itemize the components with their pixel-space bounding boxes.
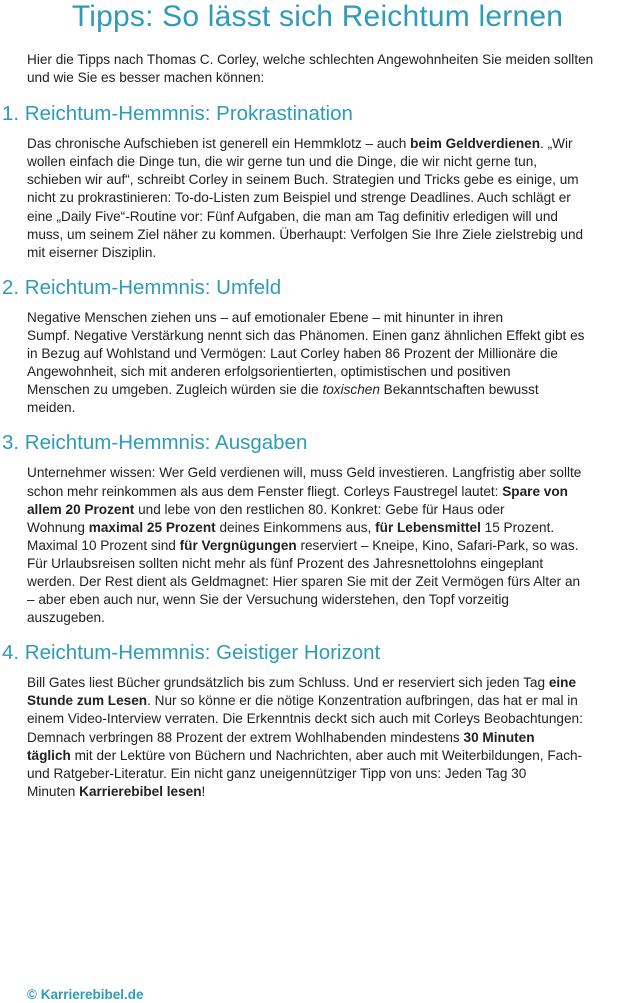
text-line: eine „Daily Five“-Routine vor: Fünf Aufgaben, die man am Tag definitiv erledigen will und (27, 208, 558, 224)
section-paragraph (27, 135, 634, 262)
text-line: schon mehr reinkommen als aus dem Fenster fliegt. Corleys Faustregel lautet: Spare von (27, 483, 568, 499)
bold-emphasis: allem 20 Prozent (27, 501, 135, 517)
bold-emphasis: eine (548, 675, 577, 691)
bold-emphasis: maximal 25 Prozent (88, 519, 216, 535)
bold-emphasis: für Vergnügungen (179, 537, 297, 553)
section-heading: 2. Reichtum-Hemmnis: Umfeld (2, 275, 282, 299)
text-line: Unternehmer wissen: Wer Geld verdienen will, muss Geld investieren. Langfristig aber sollte (27, 465, 582, 481)
section-paragraph (27, 674, 634, 801)
text-line: täglich mit der Lektüre von Büchern und Nachrichten, aber auch mit Weiterbildungen, Fach- (27, 747, 583, 763)
bold-emphasis: Spare von (502, 483, 568, 499)
text-line: Für Urlaubsreisen sollten nicht mehr als fünf Prozent des Jahresnettolohns eingeplant (27, 555, 544, 571)
section-prokrastination (2, 101, 634, 262)
bold-emphasis: für Lebensmittel (375, 519, 481, 535)
text-line: auszugeben. (27, 610, 105, 626)
text-line: Wohnung maximal 25 Prozent deines Einkommens aus, für Lebensmittel 15 Prozent. (27, 519, 555, 535)
text-line: schieben wir auf“, schreibt Corley in seinem Buch. Strategien und Tricks gebe es einige, um (27, 172, 579, 188)
section-umfeld (2, 275, 634, 418)
bold-emphasis: Karrierebibel lesen (79, 783, 202, 799)
section-paragraph (27, 464, 634, 627)
text-line: Das chronische Aufschieben ist generell ein Hemmklotz – auch beim Geldverdienen. „Wir (27, 136, 573, 152)
footer-copyright: © Karrierebibel.de (27, 987, 144, 1002)
text-line: Sumpf. Negative Verstärkung nennt sich das Phänomen. Einen ganz ähnlichen Effekt gibt es (27, 327, 585, 343)
text-line: Bill Gates liest Bücher grundsätzlich bis zum Schluss. Und er reserviert sich jeden Tag eine (27, 675, 577, 691)
section-ausgaben (2, 430, 634, 627)
text-line: werden. Der Rest dient als Geldmagnet: Hier sparen Sie mit der Zeit Vermögen fürs Alter an (27, 573, 581, 589)
text-line: nicht zu prokrastinieren: To-do-Listen zum Beispiel und strenge Deadlines. Auch schlägt er (27, 190, 571, 206)
section-geistiger-horizont (2, 640, 634, 801)
text-line: Angewohnheit, sich mit anderen erfolgsorientierten, optimistischen und positiven (27, 364, 511, 380)
text-line: Minuten Karrierebibel lesen! (27, 783, 206, 799)
bold-emphasis: 30 Minuten (463, 729, 535, 745)
section-heading: 3. Reichtum-Hemmnis: Ausgaben (2, 431, 308, 455)
text-line: Maximal 10 Prozent sind für Vergnügungen reserviert – Kneipe, Kino, Safari-Park, so was. (27, 537, 579, 553)
section-paragraph (27, 309, 634, 418)
text-line: Negative Menschen ziehen uns – auf emotionaler Ebene – mit hinunter in ihren (27, 309, 504, 325)
text-line: einem Video-Interview verraten. Die Erkenntnis deckt sich auch mit Corleys Beobachtungen: (27, 711, 583, 727)
bold-emphasis: Stunde zum Lesen (27, 693, 148, 709)
intro-paragraph: Hier die Tipps nach Thomas C. Corley, welche schlechten Angewohnheiten Sie meiden sollten und wie Sie es besser machen können: (27, 52, 594, 86)
article-body (2, 51, 634, 814)
text-line: allem 20 Prozent und lebe von den restlichen 80. Konkret: Gebe für Haus oder (27, 501, 505, 517)
text-line: Stunde zum Lesen. Nur so könne er die nötige Konzentration aufbringen, das hat er mal in (27, 693, 578, 709)
text-line: Menschen zu umgeben. Zugleich würden sie die toxischen Bekanntschaften bewusst (27, 382, 539, 398)
text-line: wollen einfach die Dinge tun, die wir gerne tun und die Dinge, die wir nicht gerne tun, (27, 154, 538, 170)
text-line: Demnach verbringen 88 Prozent der extrem Wohlhabenden mindestens 30 Minuten (27, 729, 535, 745)
text-line: muss, um seinem Ziel näher zu kommen. Überhaupt: Verfolgen Sie Ihre Ziele zielstrebig und (27, 226, 584, 242)
text-line: mit eiserner Disziplin. (27, 244, 157, 260)
section-heading: 1. Reichtum-Hemmnis: Prokrastination (2, 102, 353, 126)
text-line: in Bezug auf Wohlstand und Vermögen: Laut Corley haben 86 Prozent der Millionäre die (27, 346, 558, 362)
text-line: und Ratgeber-Literatur. Ein nicht ganz uneigennütziger Tipp von uns: Jeden Tag 30 (27, 765, 527, 781)
bold-emphasis: beim Geldverdienen (410, 136, 541, 152)
text-line: meiden. (27, 400, 76, 416)
italic-emphasis: toxischen (322, 382, 380, 398)
section-heading: 4. Reichtum-Hemmnis: Geistiger Horizont (2, 641, 381, 665)
page-title: Tipps: So lässt sich Reichtum lernen (71, 0, 564, 33)
bold-emphasis: täglich (27, 747, 71, 763)
text-line: – aber eben auch nur, wenn Sie der Versuchung widerstehen, den Topf vorzeitig (27, 592, 509, 608)
